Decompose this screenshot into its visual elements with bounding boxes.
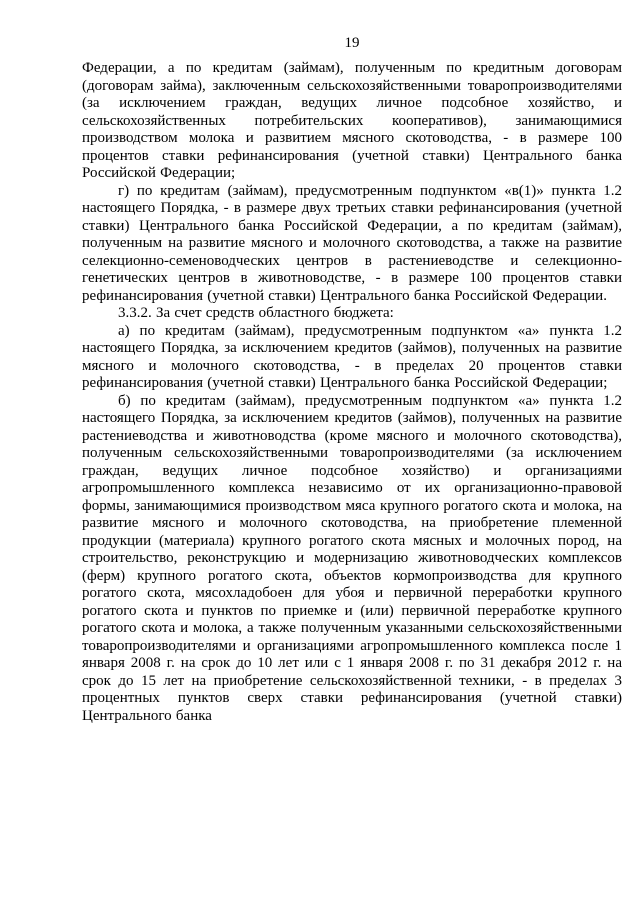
paragraph-item-a: а) по кредитам (займам), предусмотренным подпунктом «а» пункта 1.2 настоящего Порядка, за исключением кредитов (займов), полученных на развитие мясного и молочного скотоводства, - в пределах 20 процентов ставки рефинансирования (учетной ставки) Центрального банка Российской Федерации; (82, 322, 622, 391)
paragraph-clause-3-3-2: 3.3.2. За счет средств областного бюджета: (118, 305, 394, 321)
paragraph-item-g: г) по кредитам (займам), предусмотренным подпунктом «в(1)» пункта 1.2 настоящего Порядка, - в размере двух третьих ставки рефинансирования (учетной ставки) Центрального банка Российской Федерации, а по кредитам (займам), полученным на развитие мясного и молочного скотоводства, а также на развитие селекционно-семеноводческих центров в растениеводстве и селекционно-генетических центров в животноводстве, - в размере 100 процентов ставки рефинансирования (учетной ставки) Центрального банка Российской Федерации. (82, 182, 622, 304)
document-body (82, 60, 622, 725)
page-number: 19 (344, 35, 360, 51)
paragraph-continuation: Федерации, а по кредитам (займам), полученным по кредитным договорам (договорам займа), заключенным сельскохозяйственными товаропроизводителями (за исключением граждан, ведущих личное подсобное хозяйство, и сельскохозяйственных потребительских кооперативов), занимающимися производством молока и развитием мясного скотоводства, - в размере 100 процентов ставки рефинансирования (учетной ставки) Центрального банка Российской Федерации; (82, 60, 622, 181)
paragraph-item-b: б) по кредитам (займам), предусмотренным подпунктом «а» пункта 1.2 настоящего Порядка, за исключением кредитов (займов), полученных на развитие растениеводства и животноводства (кроме мясного и молочного скотоводства), полученным сельскохозяйственными товаропроизводителями (за исключением граждан, ведущих личное подсобное хозяйство) и организациями агропромышленного комплекса независимо от их организационно-правовой формы, занимающимися производством мяса крупного рогатого скота и молока, на развитие мясного и молочного скотоводства, на приобретение племенной продукции (материала) крупного рогатого скота мясных и молочных пород, на строительство, реконструкцию и модернизацию животноводческих комплексов (ферм) крупного рогатого скота, объектов кормопроизводства для крупного рогатого скота, мясохладобоен для убоя и первичной переработки крупного рогатого скота и пунктов по приемке и (или) первичной переработке крупного рогатого скота и молока, а также полученным указанными сельскохозяйственными товаропроизводителями и организациями агропромышленного комплекса после 1 января 2008 г. на срок до 10 лет или с 1 января 2008 г. по 31 декабря 2012 г. на срок до 15 лет на приобретение сельскохозяйственной техники, - в пределах 3 процентных пунктов сверх ставки рефинансирования (учетной ставки) Центрального банка (82, 392, 622, 724)
